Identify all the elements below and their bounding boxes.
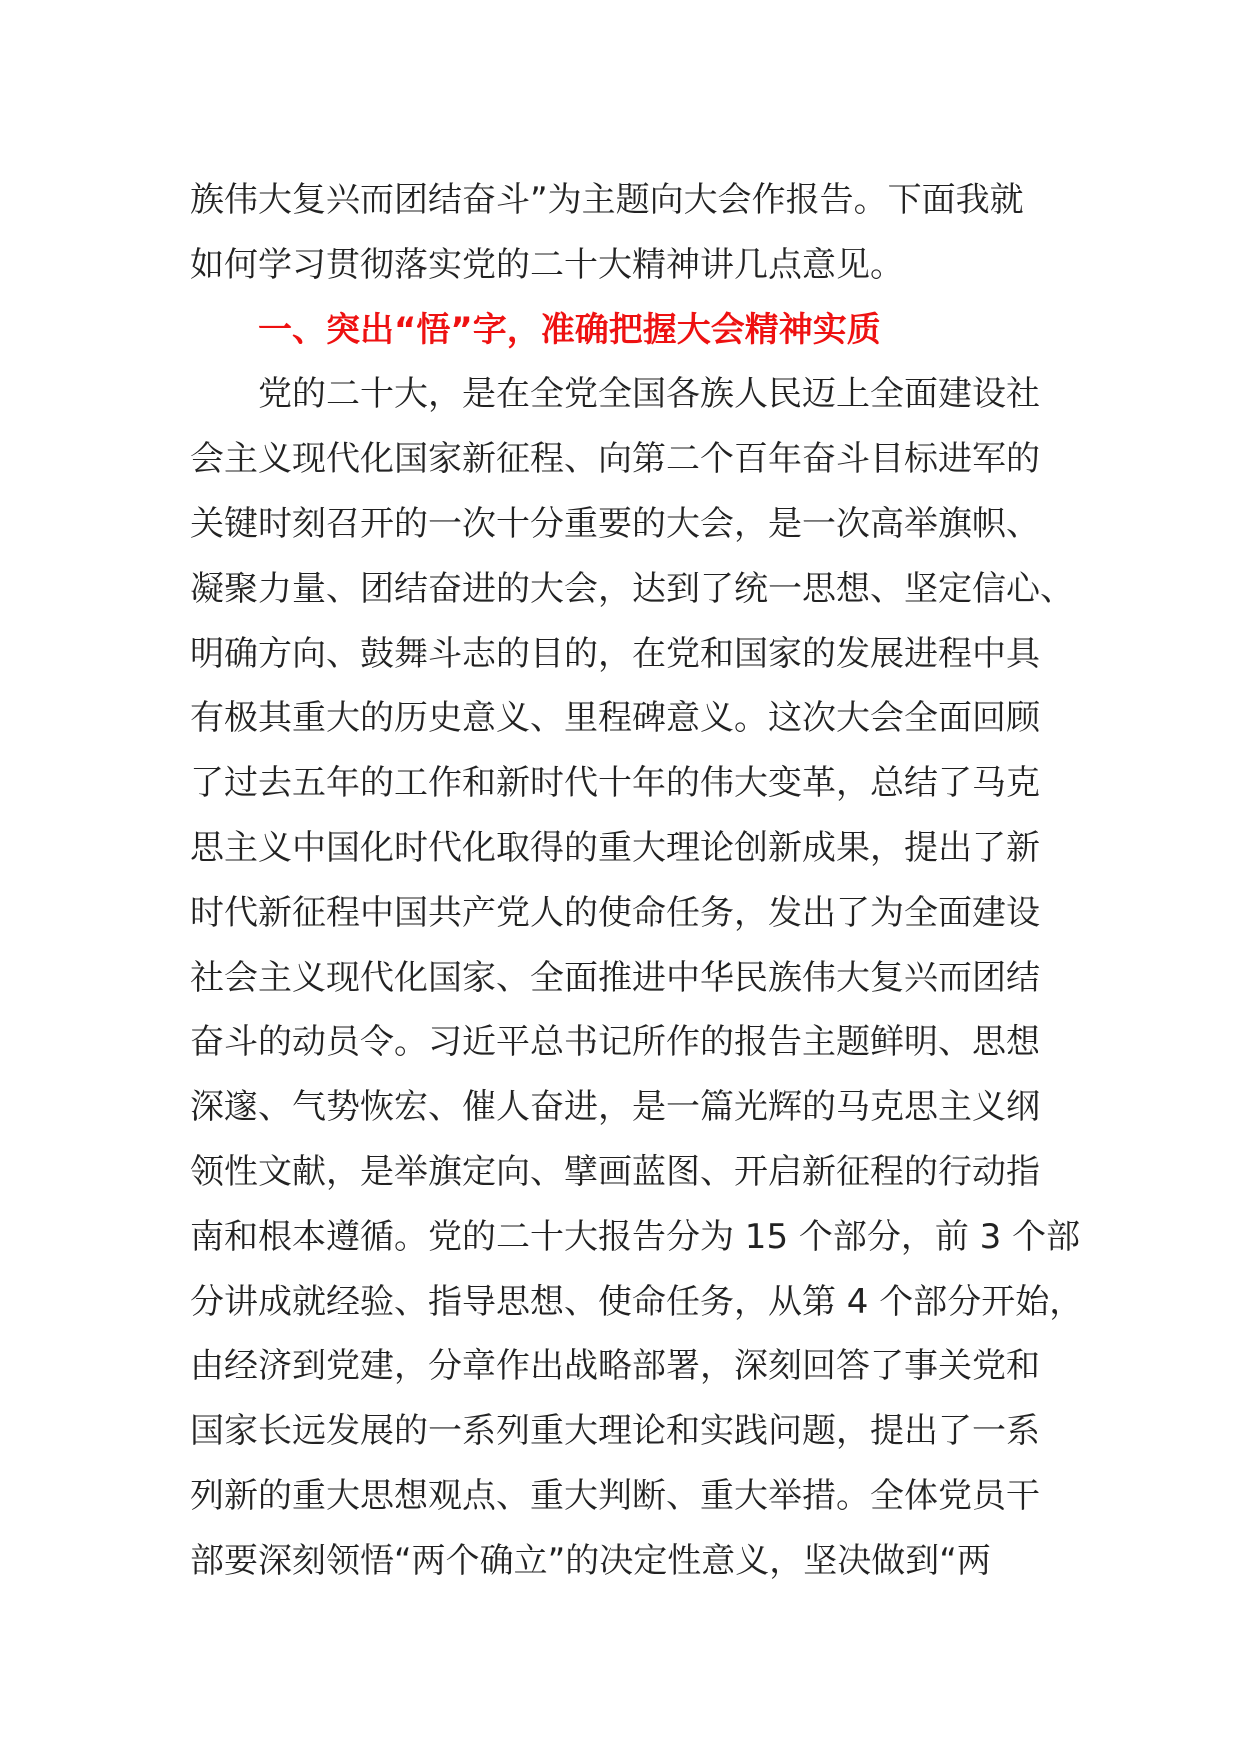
paragraph-line: 南和根本遵循。党的二十大报告分为 15 个部分，前 3 个部 bbox=[190, 1216, 1081, 1257]
paragraph-first-line: 党的二十大，是在全党全国各族人民迈上全面建设社 bbox=[258, 374, 1040, 415]
document-body bbox=[190, 168, 1090, 1594]
paragraph-line: 奋斗的动员令。习近平总书记所作的报告主题鲜明、思想 bbox=[190, 1022, 1040, 1063]
paragraph-line: 关键时刻召开的一次十分重要的大会，是一次高举旗帜、 bbox=[190, 503, 1040, 544]
paragraph-line: 社会主义现代化国家、全面推进中华民族伟大复兴而团结 bbox=[190, 957, 1040, 998]
paragraph-line: 领性文献，是举旗定向、擘画蓝图、开启新征程的行动指 bbox=[190, 1151, 1040, 1192]
section-heading: 一、突出“悟”字，准确把握大会精神实质 bbox=[258, 309, 881, 350]
paragraph-line: 如何学习贯彻落实党的二十大精神讲几点意见。 bbox=[190, 244, 904, 285]
paragraph-line: 了过去五年的工作和新时代十年的伟大变革，总结了马克 bbox=[190, 763, 1040, 804]
paragraph-line: 会主义现代化国家新征程、向第二个百年奋斗目标进军的 bbox=[190, 439, 1040, 480]
paragraph-line: 有极其重大的历史意义、里程碑意义。这次大会全面回顾 bbox=[190, 698, 1040, 739]
paragraph-line: 列新的重大思想观点、重大判断、重大举措。全体党员干 bbox=[190, 1475, 1040, 1516]
paragraph-line: 时代新征程中国共产党人的使命任务，发出了为全面建设 bbox=[190, 892, 1040, 933]
paragraph-line: 族伟大复兴而团结奋斗”为主题向大会作报告。下面我就 bbox=[190, 180, 1024, 220]
paragraph-line: 深邃、气势恢宏、催人奋进，是一篇光辉的马克思主义纲 bbox=[190, 1087, 1040, 1128]
paragraph-line: 国家长远发展的一系列重大理论和实践问题，提出了一系 bbox=[190, 1411, 1040, 1452]
paragraph-line: 明确方向、鼓舞斗志的目的，在党和国家的发展进程中具 bbox=[190, 633, 1040, 674]
paragraph-line: 分讲成就经验、指导思想、使命任务，从第 4 个部分开始， bbox=[190, 1281, 1084, 1322]
paragraph-line: 由经济到党建，分章作出战略部署，深刻回答了事关党和 bbox=[190, 1346, 1040, 1387]
paragraph-line: 思主义中国化时代化取得的重大理论创新成果，提出了新 bbox=[190, 827, 1040, 868]
paragraph-line: 部要深刻领悟“两个确立”的决定性意义，坚决做到“两 bbox=[190, 1540, 991, 1581]
paragraph-line: 凝聚力量、团结奋进的大会，达到了统一思想、坚定信心、 bbox=[190, 568, 1074, 609]
